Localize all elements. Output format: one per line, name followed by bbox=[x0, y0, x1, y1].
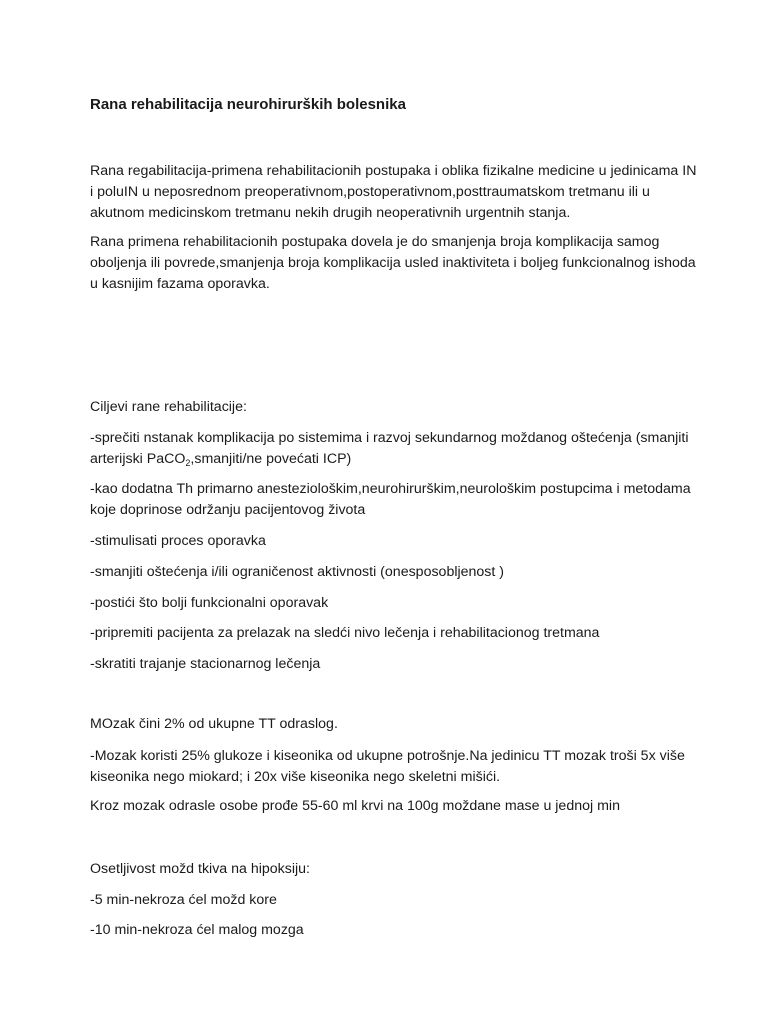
brain-p3: Kroz mozak odrasle osobe prođe 55-60 ml krvi na 100g moždane mase u jednoj min bbox=[90, 798, 620, 814]
goal-3: -stimulisati proces oporavka bbox=[90, 533, 266, 549]
intro-p2-line1: Rana primena rehabilitacionih postupaka dovela je do smanjenja broja komplikacija samog bbox=[90, 234, 660, 250]
intro-p1-line1: Rana regabilitacija-primena rehabilitacionih postupaka i oblika fizikalne medicine u jedinicama IN bbox=[90, 163, 697, 179]
hypoxia-item-1: -5 min-nekroza ćel možd kore bbox=[90, 892, 277, 908]
brain-p2-line2: kiseonika nego miokard; i 20x više kiseonika nego skeletni mišići. bbox=[90, 769, 501, 785]
brain-p2-line1: -Mozak koristi 25% glukoze i kiseonika od ukupne potrošnje.Na jedinicu TT mozak troši 5x više bbox=[90, 748, 685, 764]
hypoxia-item-2: -10 min-nekroza ćel malog mozga bbox=[90, 922, 304, 938]
hypoxia-heading: Osetljivost možd tkiva na hipoksiju: bbox=[90, 861, 310, 877]
goal-1-line2-tail: ,smanjiti/ne povećati ICP) bbox=[190, 451, 352, 467]
intro-p2-line3: u kasnijim fazama oporavka. bbox=[90, 276, 270, 292]
goal-6: -pripremiti pacijenta za prelazak na sledći nivo lečenja i rehabilitacionog tretmana bbox=[90, 625, 600, 641]
goal-1-line2 bbox=[90, 451, 351, 467]
goal-5: -postići što bolji funkcionalni oporavak bbox=[90, 595, 329, 611]
goals-heading: Ciljevi rane rehabilitacije: bbox=[90, 399, 247, 415]
intro-p2-line2: oboljenja ili povrede,smanjenja broja komplikacija usled inaktiviteta i boljeg funkcionalnog ishoda bbox=[90, 255, 696, 271]
goal-2-line2: koje doprinose održanju pacijentovog života bbox=[90, 502, 366, 518]
intro-p1-line3: akutnom medicinskom tretmanu nekih drugih neoperativnih urgentnih stanja. bbox=[90, 205, 571, 221]
goal-7: -skratiti trajanje stacionarnog lečenja bbox=[90, 656, 321, 672]
goal-1-line1: -sprečiti nstanak komplikacija po sistemima i razvoj sekundarnog moždanog oštećenja (smanjiti bbox=[90, 430, 689, 446]
goal-4: -smanjiti oštećenja i/ili ograničenost aktivnosti (onesposobljenost ) bbox=[90, 564, 505, 580]
intro-p1-line2: i poluIN u neposrednom preoperativnom,postoperativnom,posttraumatskom tretmanu ili u bbox=[90, 184, 650, 200]
document-title: Rana rehabilitacija neurohirurških bolesnika bbox=[90, 96, 406, 113]
goal-1-line2-text: arterijski PaCO bbox=[90, 451, 186, 467]
goal-2-line1: -kao dodatna Th primarno anesteziološkim,neurohirurškim,neurološkim postupcima i metodama bbox=[90, 481, 691, 497]
subscript-2: 2 bbox=[185, 458, 191, 468]
brain-p1: MOzak čini 2% od ukupne TT odraslog. bbox=[90, 716, 338, 732]
